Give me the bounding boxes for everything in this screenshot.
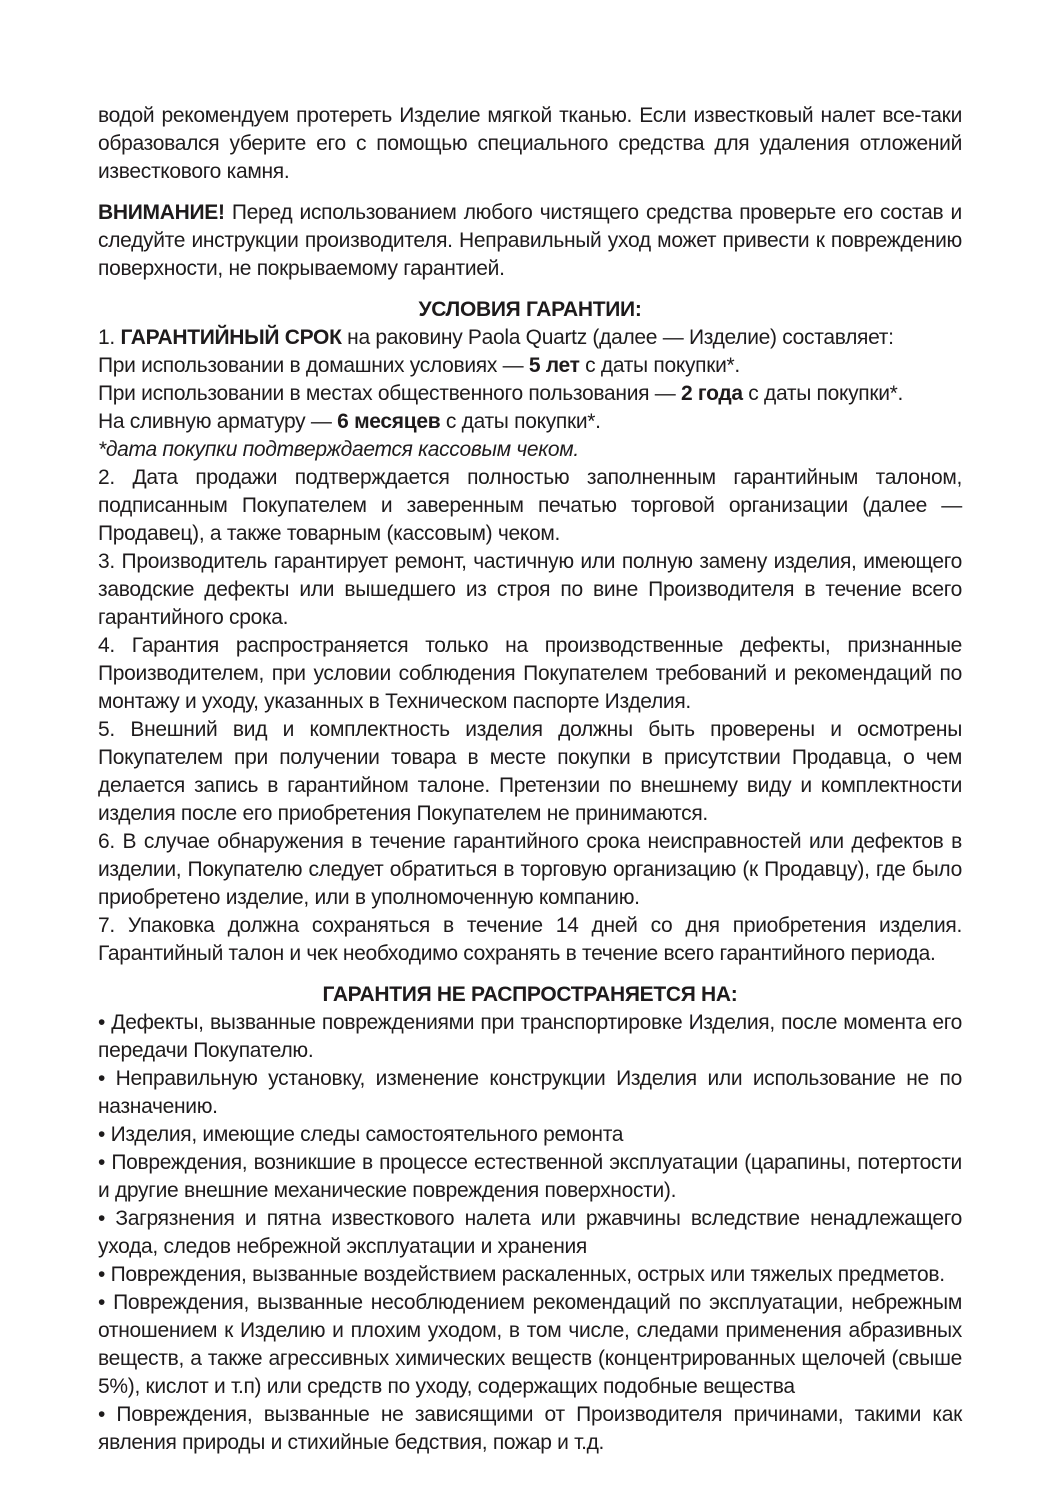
warranty-item-4 <box>98 632 962 716</box>
text-segment: • Повреждения, возникшие в процессе естественной эксплуатации (царапины, потертости и другие внешние механические повреждения поверхности). <box>98 1151 962 1202</box>
warranty-item-1 <box>98 324 962 352</box>
warranty-item-2 <box>98 464 962 548</box>
text-segment: с даты покупки*. <box>440 410 601 433</box>
warranty-item-3 <box>98 548 962 632</box>
text-segment: с даты покупки*. <box>742 382 904 405</box>
warranty-term-domestic <box>98 352 962 380</box>
text-segment: Перед использованием любого чистящего средства проверьте его состав и следуйте инструкции производителя. Неправильный уход может привести к повреждению поверхности, не покрываемому гарантией. <box>98 201 962 280</box>
exclusion-limescale-rust <box>98 1205 962 1261</box>
warranty-footnote <box>98 436 962 464</box>
text-segment: При использовании в домашних условиях — <box>98 354 529 377</box>
exclusion-transport-damage <box>98 1009 962 1065</box>
document-body <box>98 102 962 1457</box>
text-segment: 6. В случае обнаружения в течение гарантийного срока неисправностей или дефектов в изделии, Покупателю следует обратиться в торговую организацию (к Продавцу), где было приобретено изделие, или в уполномоченную компанию. <box>98 830 962 909</box>
text-segment: • Изделия, имеющие следы самостоятельного ремонта <box>98 1123 624 1146</box>
text-segment: • Повреждения, вызванные воздействием раскаленных, острых или тяжелых предметов. <box>98 1263 945 1286</box>
text-segment: • Повреждения, вызванные не зависящими от Производителя причинами, такими как явления природы и стихийные бедствия, пожар и т.д. <box>98 1403 962 1454</box>
text-segment: 5. Внешний вид и комплектность изделия должны быть проверены и осмотрены Покупателем при получении товара в месте покупки в присутствии Продавца, о чем делается запись в гарантийном талоне. Претензии по внешнему виду и комплектности изделия после его приобретения Покупателем не принимаются. <box>98 718 962 825</box>
text-segment: 4. Гарантия распространяется только на производственные дефекты, признанные Производителем, при условии соблюдения Покупателем требований и рекомендаций по монтажу и уходу, указанных в Техническом паспорте Изделия. <box>98 634 962 713</box>
text-segment: • Загрязнения и пятна известкового налета или ржавчины вследствие ненадлежащего ухода, следов небрежной эксплуатации и хранения <box>98 1207 962 1258</box>
text-segment: ГАРАНТИЯ НЕ РАСПРОСТРАНЯЕТСЯ НА: <box>322 983 738 1006</box>
text-segment: УСЛОВИЯ ГАРАНТИИ: <box>418 298 642 321</box>
warranty-item-6 <box>98 828 962 912</box>
exclusion-natural-wear <box>98 1149 962 1205</box>
exclusion-hot-sharp-heavy <box>98 1261 962 1289</box>
text-segment: • Неправильную установку, изменение конструкции Изделия или использование не по назначению. <box>98 1067 962 1118</box>
warranty-item-7 <box>98 912 962 968</box>
text-segment: 7. Упаковка должна сохраняться в течение 14 дней со дня приобретения изделия. Гарантийный талон и чек необходимо сохранять в течение всего гарантийного периода. <box>98 914 962 965</box>
intro-paragraph <box>98 102 962 186</box>
warranty-item-5 <box>98 716 962 828</box>
text-segment: с даты покупки*. <box>579 354 740 377</box>
text-segment: 2 года <box>680 382 743 405</box>
text-segment: ГАРАНТИЙНЫЙ СРОК <box>120 326 342 349</box>
warranty-terms-heading <box>98 296 962 324</box>
spacer <box>98 186 962 199</box>
text-segment: водой рекомендуем протереть Изделие мягкой тканью. Если известковый налет все-таки образовался уберите его с помощью специального средства для удаления отложений известкового камня. <box>98 104 962 183</box>
text-segment: 6 месяцев <box>337 410 441 433</box>
text-segment: 5 лет <box>528 354 580 377</box>
text-segment: ВНИМАНИЕ! <box>98 201 225 224</box>
warranty-term-drain <box>98 408 962 436</box>
text-segment: 2. Дата продажи подтверждается полностью заполненным гарантийным талоном, подписанным Покупателем и заверенным печатью торговой организации (далее — Продавец), а также товарным (кассовым) чеком. <box>98 466 962 545</box>
text-segment: 3. Производитель гарантирует ремонт, частичную или полную замену изделия, имеющего заводские дефекты или вышедшего из строя по вине Производителя в течение всего гарантийного срока. <box>98 550 962 629</box>
exclusion-self-repair <box>98 1121 962 1149</box>
exclusion-improper-installation <box>98 1065 962 1121</box>
spacer <box>98 968 962 981</box>
warranty-term-public <box>98 380 962 408</box>
exclusion-improper-care <box>98 1289 962 1401</box>
text-segment: 1. <box>98 326 121 349</box>
warranty-exclusions-heading <box>98 981 962 1009</box>
text-segment: • Дефекты, вызванные повреждениями при транспортировке Изделия, после момента его передачи Покупателю. <box>98 1011 962 1062</box>
text-segment: При использовании в местах общественного пользования — <box>98 382 681 405</box>
attention-paragraph <box>98 199 962 283</box>
text-segment: на раковину Paola Quartz (далее — Изделие) составляет: <box>341 326 894 349</box>
exclusion-force-majeure <box>98 1401 962 1457</box>
text-segment: *дата покупки подтверждается кассовым чеком. <box>98 438 579 461</box>
spacer <box>98 283 962 296</box>
text-segment: На сливную арматуру — <box>98 410 338 433</box>
text-segment: • Повреждения, вызванные несоблюдением рекомендаций по эксплуатации, небрежным отношением к Изделию и плохим уходом, в том числе, следами применения абразивных веществ, а также агрессивных химических веществ (концентрированных щелочей (свыше 5%), кислот и т.п) или средств по уходу, содержащих подобные вещества <box>98 1291 962 1398</box>
